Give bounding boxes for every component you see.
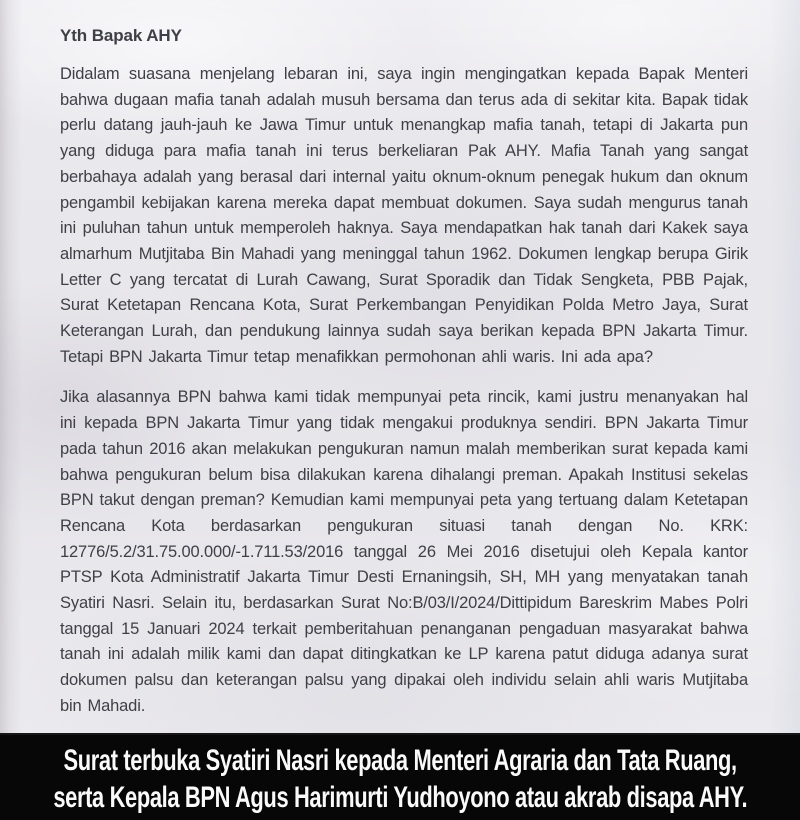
caption-line-2: serta Kepala BPN Agus Harimurti Yudhoyono atau akrab disapa AHY. bbox=[53, 780, 747, 814]
letter-paragraph-1: Didalam suasana menjelang lebaran ini, saya ingin mengingatkan kepada Bapak Menteri bahwa dugaan mafia tanah adalah musuh bersama dan terus ada di sekitar kita. Bapak tidak perlu datang jauh-jauh ke Jawa Timur untuk menangkap mafia tanah, tetapi di Jakarta pun yang diduga para mafia tanah ini terus berkeliaran Pak AHY. Mafia Tanah yang sangat berbahaya adalah yang berasal dari internal yaitu oknum-oknum penegak hukum dan oknum pengambil kebijakan karena mereka dapat membuat dokumen. Saya sudah mengurus tanah ini puluhan tahun untuk memperoleh haknya. Saya mendapatkan hak tanah dari Kakek saya almarhum Mutjitaba Bin Mahadi yang meninggal tahun 1962. Dokumen lengkap berupa Girik Letter C yang tercatat di Lurah Cawang, Surat Sporadik dan Tidak Sengketa, PBB Pajak, Surat Ketetapan Rencana Kota, Surat Perkembangan Penyidikan Polda Metro Jaya, Surat Keterangan Lurah, dan pendukung lainnya sudah saya berikan kepada BPN Jakarta Timur. Tetapi BPN Jakarta Timur tetap menafikkan permohonan ahli waris. Ini ada apa? bbox=[60, 65, 748, 366]
letter-paragraph-2: Jika alasannya BPN bahwa kami tidak mempunyai peta rincik, kami justru menanyakan hal ini kepada BPN Jakarta Timur yang tidak mengakui produknya sendiri. BPN Jakarta Timur pada tahun 2016 akan melakukan pengukuran namun malah memberikan surat kepada kami bahwa pengukuran belum bisa dilakukan karena dihalangi preman. Apakah Institusi sekelas BPN takut dengan preman? Kemudian kami mempunyai peta yang tertuang dalam Ketetapan Rencana Kota berdasarkan pengukuran situasi tanah dengan No. KRK: 12776/5.2/31.75.00.000/-1.711.53/2016 tanggal 26 Mei 2016 disetujui oleh Kepala kantor PTSP Kota Administratif Jakarta Timur Desti Ernaningsih, SH, MH yang menyatakan tanah Syatiri Nasri. Selain itu, berdasarkan Surat No:B/03/I/2024/Dittipidum Bareskrim Mabes Polri tanggal 15 Januari 2024 terkait pemberitahuan penanganan pengaduan masyarakat bahwa tanah ini adalah milik kami dan dapat ditingkatkan ke LP karena patut diduga adanya surat dokumen palsu dan keterangan palsu yang dipakai oleh individu selain ahli waris Mutjitaba bin Mahadi. bbox=[60, 388, 748, 715]
letter-salutation: Yth Bapak AHY bbox=[60, 26, 182, 45]
caption-bar bbox=[0, 733, 800, 820]
caption-line-1: Surat terbuka Syatiri Nasri kepada Menteri Agraria dan Tata Ruang, bbox=[63, 743, 737, 777]
